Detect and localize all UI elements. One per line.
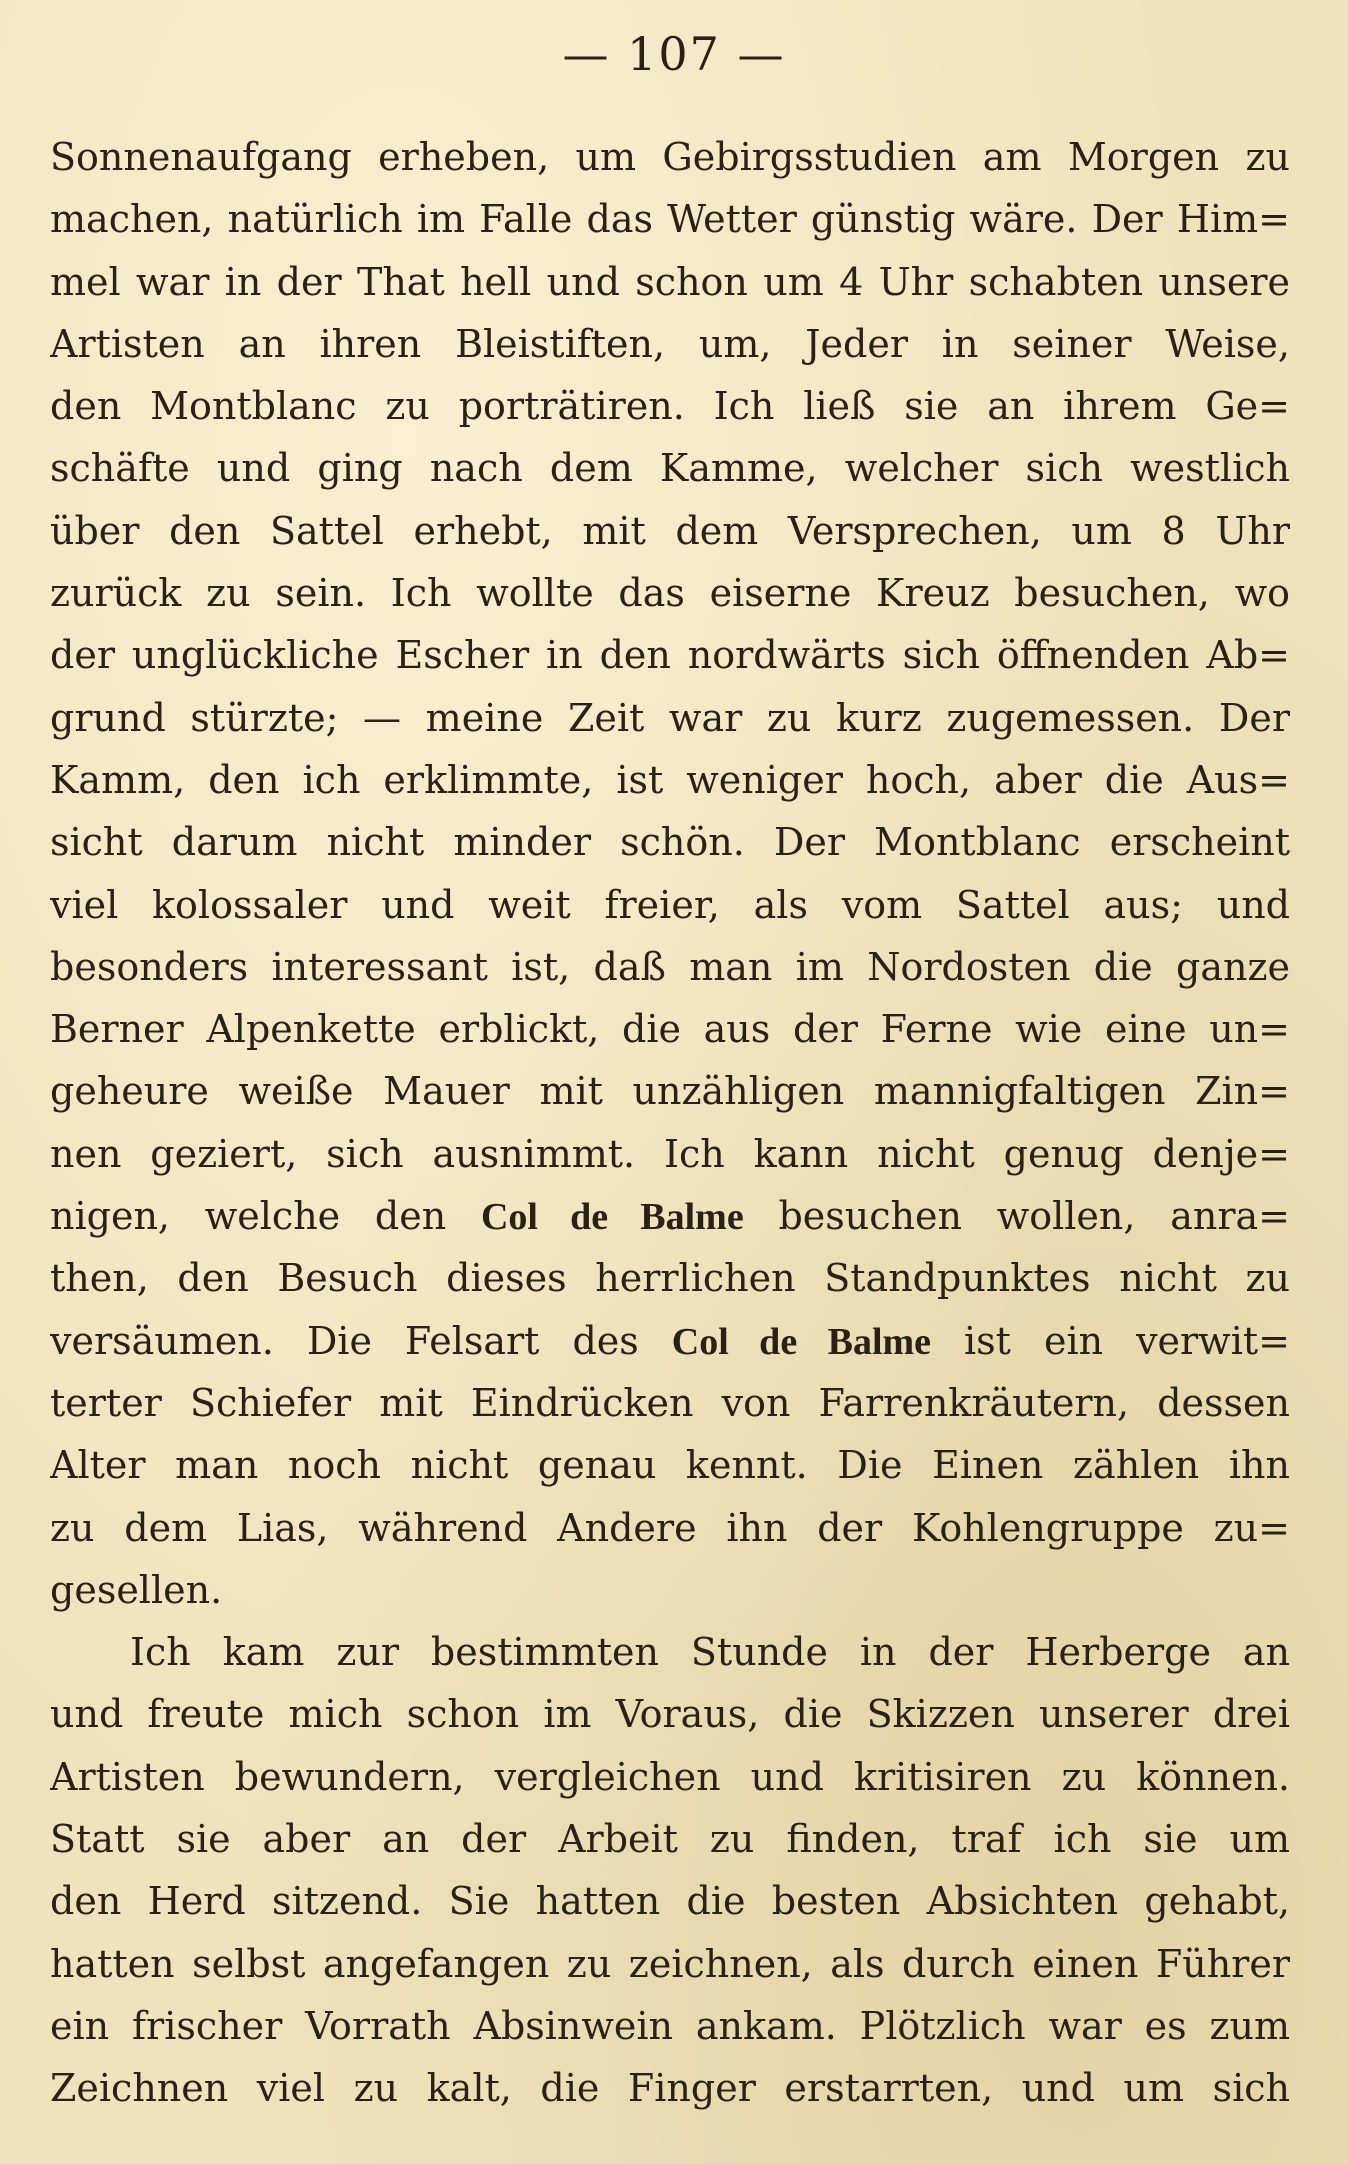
text-line: mel war in der That hell und schon um 4 Uhr schabten unsere [50, 259, 1290, 304]
text-line: den Herd sitzend. Sie hatten die besten Absichten gehabt, [50, 1879, 1290, 1924]
text-line: Alter man noch nicht genau kennt. Die Einen zählen ihn [50, 1443, 1290, 1488]
text-line: besonders interessant ist, daß man im Nordosten die ganze [50, 944, 1290, 989]
place-name: Col de Balme [671, 1320, 932, 1363]
text-segment: versäumen. Die Felsart des [50, 1318, 672, 1363]
text-segment: besuchen wollen, anra= [743, 1194, 1290, 1239]
text-line: machen, natürlich im Falle das Wetter günstig wäre. Der Him= [50, 197, 1290, 242]
text-line: geheure weiße Mauer mit unzähligen mannigfaltigen Zin= [50, 1069, 1290, 1114]
text-line: Artisten bewundern, vergleichen und kritisiren zu können. [50, 1754, 1290, 1799]
paragraph-start-line: Ich kam zur bestimmten Stunde in der Herberge an [130, 1630, 1290, 1675]
text-line: Sonnenaufgang erheben, um Gebirgsstudien am Morgen zu [50, 135, 1290, 179]
text-line: über den Sattel erhebt, mit dem Versprechen, um 8 Uhr [50, 508, 1290, 553]
text-line: zu dem Lias, während Andere ihn der Kohlengruppe zu= [50, 1505, 1290, 1550]
text-line: den Montblanc zu porträtiren. Ich ließ sie an ihrem Ge= [50, 384, 1290, 429]
text-line: Artisten an ihren Bleistiften, um, Jeder in seiner Weise, [50, 321, 1290, 366]
text-line: ein frischer Vorrath Absinwein ankam. Plötzlich war es zum [50, 2003, 1290, 2048]
text-segment: nigen, welche den [50, 1194, 481, 1239]
text-line: Kamm, den ich erklimmte, ist weniger hoch, aber die Aus= [50, 757, 1290, 802]
text-line: schäfte und ging nach dem Kamme, welcher sich westlich [50, 446, 1290, 491]
text-line: hatten selbst angefangen zu zeichnen, als durch einen Führer [50, 1941, 1290, 1986]
text-line: grund stürzte; — meine Zeit war zu kurz zugemessen. Der [50, 695, 1290, 740]
place-name: Col de Balme [480, 1196, 744, 1239]
text-line: sicht darum nicht minder schön. Der Montblanc erscheint [50, 820, 1290, 865]
text-line: then, den Besuch dieses herrlichen Standpunktes nicht zu [50, 1256, 1290, 1301]
text-line: nen geziert, sich ausnimmt. Ich kann nicht genug denje= [50, 1131, 1290, 1176]
text-line: Statt sie aber an der Arbeit zu finden, traf ich sie um [50, 1817, 1290, 1862]
text-line: viel kolossaler und weit freier, als vom Sattel aus; und [50, 882, 1290, 927]
text-line: und freute mich schon im Voraus, die Skizzen unserer drei [50, 1692, 1290, 1737]
text-line: zurück zu sein. Ich wollte das eiserne Kreuz besuchen, wo [50, 571, 1290, 616]
text-line: Zeichnen viel zu kalt, die Finger erstarrten, und um sich [50, 2066, 1290, 2111]
text-segment: ist ein verwit= [931, 1318, 1290, 1363]
text-line: terter Schiefer mit Eindrücken von Farrenkräutern, dessen [50, 1380, 1290, 1425]
text-line-mixed [50, 1310, 1290, 1372]
text-line-mixed [50, 1185, 1290, 1247]
text-line: der unglückliche Escher in den nordwärts sich öffnenden Ab= [50, 633, 1290, 678]
text-line: Berner Alpenkette erblickt, die aus der Ferne wie eine un= [50, 1007, 1290, 1052]
text-line: gesellen. [50, 1567, 223, 1612]
page-number: — 107 — [562, 27, 786, 81]
body-text [50, 126, 1290, 2120]
